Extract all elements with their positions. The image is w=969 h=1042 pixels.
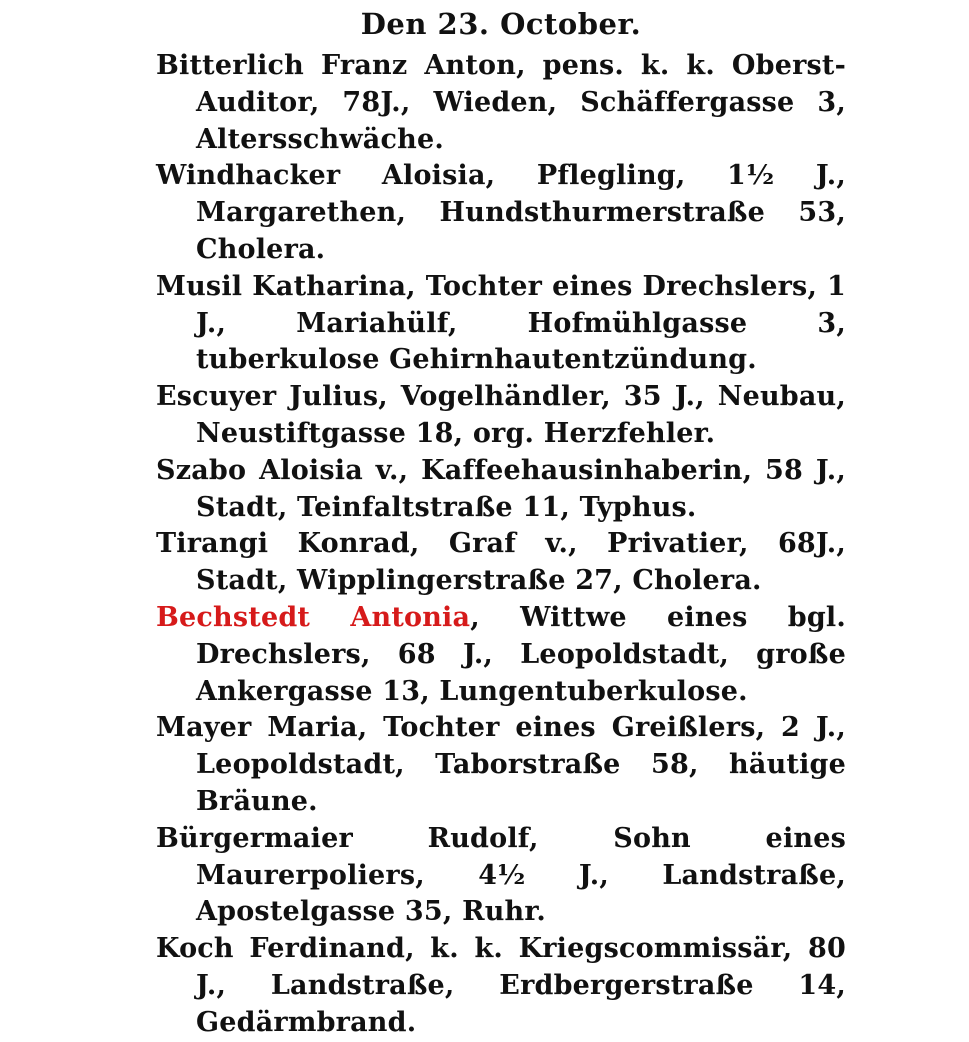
register-entry xyxy=(156,48,846,158)
entry-name: Escuyer Julius xyxy=(156,381,379,413)
entry-details: , Pflegling, 1½ J., Margarethen, Hundsthurmerstraße 53, Cholera. xyxy=(196,160,846,265)
register-entry xyxy=(156,931,846,1041)
entry-name: Koch Ferdinand xyxy=(156,933,406,965)
register-entry xyxy=(156,600,846,710)
entry-name-highlighted: Bechstedt Antonia xyxy=(156,601,471,633)
entry-name: Mayer Maria xyxy=(156,712,358,744)
entry-details: , pens. k. k. Oberst-Auditor, 78J., Wieden, Schäffergasse 3, Altersschwäche. xyxy=(196,50,846,155)
register-entry xyxy=(156,710,846,820)
date-heading: Den 23. October. xyxy=(360,7,642,41)
entry-details: , Kaffeehausinhaberin, 58 J., Stadt, Teinfaltstraße 11, Typhus. xyxy=(196,454,846,523)
register-entry xyxy=(156,269,846,379)
entry-details: , Wittwe eines bgl. Drechslers, 68 J., Leopoldstadt, große Ankergasse 13, Lungentuberkulose. xyxy=(196,601,846,707)
register-entry xyxy=(156,526,846,600)
entry-details: , Tochter eines Greißlers, 2 J., Leopoldstadt, Taborstraße 58, häutige Bräune. xyxy=(196,712,846,817)
entry-name: Musil Katharina xyxy=(156,270,407,302)
entry-details: , Tochter eines Drechslers, 1 J., Mariahülf, Hofmühlgasse 3, tuberkulose Gehirnhautentzündung. xyxy=(196,270,846,376)
entry-details: , k. k. Kriegscommissär, 80 J., Landstraße, Erdbergerstraße 14, Gedärmbrand. xyxy=(196,933,846,1038)
entry-details: , Vogelhändler, 35 J., Neubau, Neustiftgasse 18, org. Herzfehler. xyxy=(196,381,846,449)
entry-name: Bitterlich Franz Anton xyxy=(156,50,517,81)
register-entry xyxy=(156,379,846,453)
entry-name: Windhacker Aloisia xyxy=(156,160,486,192)
register-entry xyxy=(156,821,846,931)
death-register-page xyxy=(156,6,846,1042)
entry-details: , Graf v., Privatier, 68J., Stadt, Wipplingerstraße 27, Cholera. xyxy=(196,528,846,597)
register-entry xyxy=(156,453,846,527)
entry-name: Szabo Aloisia v. xyxy=(156,454,399,486)
register-entry xyxy=(156,158,846,268)
entry-name: Tirangi Konrad xyxy=(156,528,410,560)
entry-name: Bürgermaier Rudolf xyxy=(156,822,530,854)
entry-details: , Sohn eines Maurerpoliers, 4½ J., Landstraße, Apostelgasse 35, Ruhr. xyxy=(196,822,847,928)
